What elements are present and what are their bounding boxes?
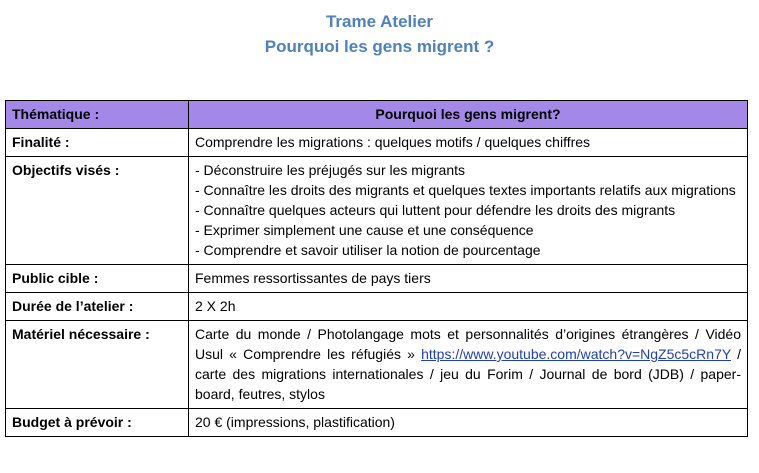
objective-item: - Exprimer simplement une cause et une conséquence xyxy=(195,222,534,238)
label-materiel: Matériel nécessaire : xyxy=(6,321,189,409)
row-public xyxy=(6,265,748,293)
row-objectifs xyxy=(6,157,748,265)
workshop-table xyxy=(5,100,748,437)
row-duree xyxy=(6,293,748,321)
label-finalite: Finalité : xyxy=(6,129,189,157)
label-public: Public cible : xyxy=(6,265,189,293)
objective-item: - Comprendre et savoir utiliser la notion de pourcentage xyxy=(195,242,541,258)
row-materiel xyxy=(6,321,748,409)
value-objectifs xyxy=(189,157,748,265)
header-label-cell: Thématique : xyxy=(6,101,189,129)
label-duree: Durée de l’atelier : xyxy=(6,293,189,321)
header-value-cell: Pourquoi les gens migrent? xyxy=(189,101,748,129)
row-budget xyxy=(6,409,748,437)
materiel-text-after: / carte des migrations internationales / jeu du Forim / Journal de bord (JDB) / paper-board, feutres, stylos xyxy=(195,346,742,402)
objective-item: - Déconstruire les préjugés sur les migrants xyxy=(195,162,465,178)
value-duree: 2 X 2h xyxy=(189,293,748,321)
row-finalite xyxy=(6,129,748,157)
value-public: Femmes ressortissantes de pays tiers xyxy=(189,265,748,293)
label-budget: Budget à prévoir : xyxy=(6,409,189,437)
materiel-text-before: Carte du monde / Photolangage mots et personnalités d’origines étrangères / Vidéo Usul « Comprendre les réfugiés » xyxy=(195,326,741,362)
document-title: Trame Atelier xyxy=(325,12,434,31)
objective-item: - Connaître les droits des migrants et quelques textes importants relatifs aux migrations xyxy=(195,182,736,198)
objective-item: - Connaître quelques acteurs qui luttent pour défendre les droits des migrants xyxy=(195,202,676,218)
youtube-video-link[interactable]: https://www.youtube.com/watch?v=NgZ5c5cRn7Y xyxy=(421,346,731,362)
table-header-row xyxy=(6,101,748,129)
value-materiel xyxy=(189,321,748,409)
document-subtitle: Pourquoi les gens migrent ? xyxy=(264,37,495,56)
label-objectifs: Objectifs visés : xyxy=(6,157,189,265)
value-finalite: Comprendre les migrations : quelques motifs / quelques chiffres xyxy=(189,129,748,157)
value-budget: 20 € (impressions, plastification) xyxy=(189,409,748,437)
